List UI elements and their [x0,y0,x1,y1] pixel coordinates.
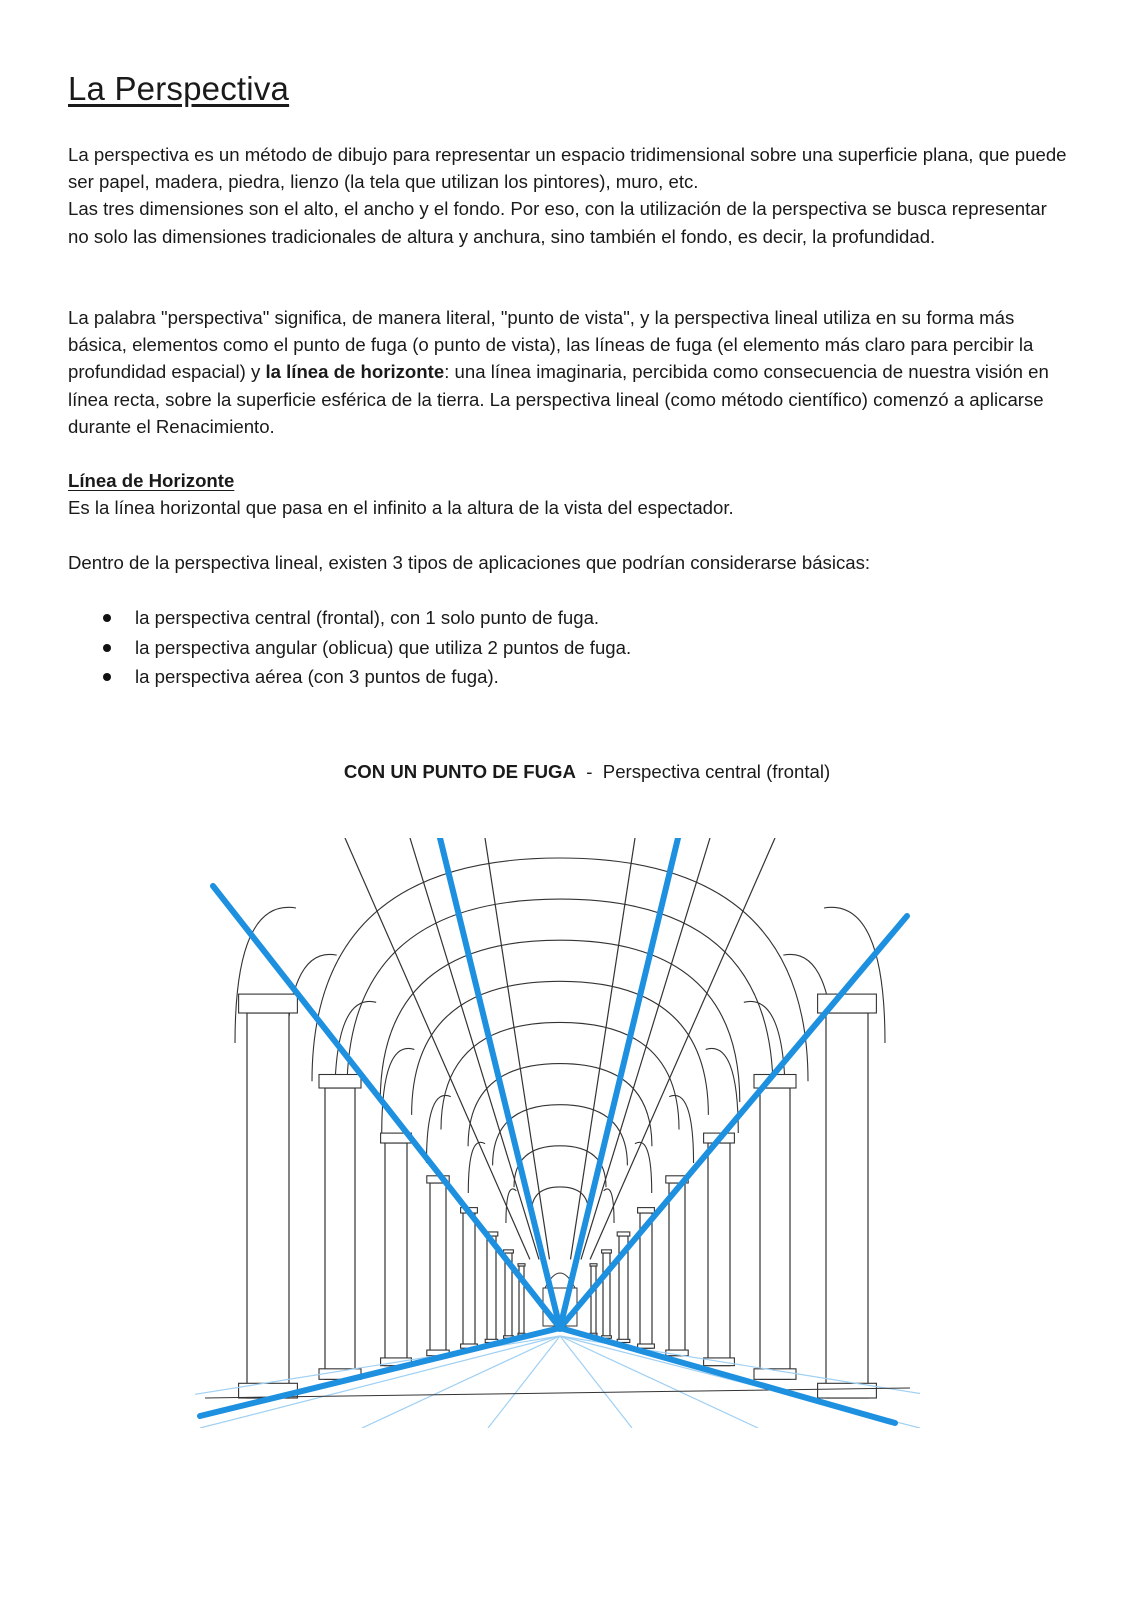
bullet-icon [103,673,111,681]
column-capital [617,1232,630,1236]
horizon-text: Es la línea horizontal que pasa en el infinito a la altura de la vista del espectador. [68,497,734,519]
horizon-heading: Línea de Horizonte [68,470,235,491]
list-item [68,603,631,633]
column-capital [602,1250,612,1253]
definition-paragraph [68,304,1068,440]
column-shaft [247,1013,289,1398]
list-item-text: la perspectiva angular (oblicua) que utiliza 2 puntos de fuga. [135,636,632,658]
intro-line-2: Las tres dimensiones son el alto, el ancho y el fondo. Por eso, con la utilización de la perspectiva se busca representar no solo las dimensiones tradicionales de altura y anchura, sino también el fondo, es decir, la profundidad. [68,198,1047,247]
list-item-text: la perspectiva central (frontal), con 1 solo punto de fuga. [135,607,600,628]
column-capital [518,1264,525,1266]
column-shaft [708,1143,730,1366]
column-shaft [669,1183,685,1356]
list-item-text: la perspectiva aérea (con 3 puntos de fuga). [135,666,499,687]
list-item [68,662,631,692]
column-capital [239,994,298,1013]
column-shaft [430,1183,446,1356]
caption-rest: Perspectiva central (frontal) [602,761,831,782]
column-capital [319,1075,361,1089]
intro-line-1: La perspectiva es un método de dibujo para representar un espacio tridimensional sobre una superficie plana, que puede ser papel, madera, piedra, lienzo (la tela que utilizan los pintores), muro, etc. [68,144,1067,193]
one-point-perspective-colonnade-icon [195,838,920,1428]
column-shaft [487,1236,496,1342]
bullet-icon [103,644,111,652]
types-intro: Dentro de la perspectiva lineal, existen 3 tipos de aplicaciones que podrían considerarse básicas: [68,552,871,573]
column-shaft [760,1088,790,1379]
column-shaft [826,1013,868,1398]
column-shaft [463,1213,475,1348]
column-shaft [325,1088,355,1379]
column-capital [638,1208,655,1213]
column-shaft [591,1266,596,1335]
definition-text-end: : una línea imaginaria, percibida como consecuencia de nuestra visión en línea recta, sobre la superficie esférica de la tierra. La perspectiva lineal (como método científico) comenzó a aplicarse durante el Renacimiento. [68,361,1049,437]
column-shaft [385,1143,407,1366]
list-item [68,633,631,663]
perspective-figure [195,838,920,1433]
caption-bold: CON UN PUNTO DE FUGA [343,761,576,782]
column-capital [590,1264,597,1266]
types-list [68,603,631,692]
definition-text-start: La palabra "perspectiva" significa, de manera literal, "punto de vista", y la perspectiva lineal utiliza en su forma más básica, elementos como el punto de fuga (o punto de vista), las líneas de fuga (el elemento más claro para percibir la profundidad espacial) y [68,307,1034,383]
column-base [638,1344,655,1348]
bullet-icon [103,614,111,622]
caption-separator: - [575,761,603,782]
definition-bold-term: la línea de horizonte [265,361,445,383]
figure-caption [0,758,1130,785]
intro-paragraph [68,141,1068,250]
column-capital [504,1250,514,1253]
horizon-section [68,467,1068,521]
page-title: La Perspectiva [68,70,290,107]
vanishing-point-marker [556,1324,564,1332]
